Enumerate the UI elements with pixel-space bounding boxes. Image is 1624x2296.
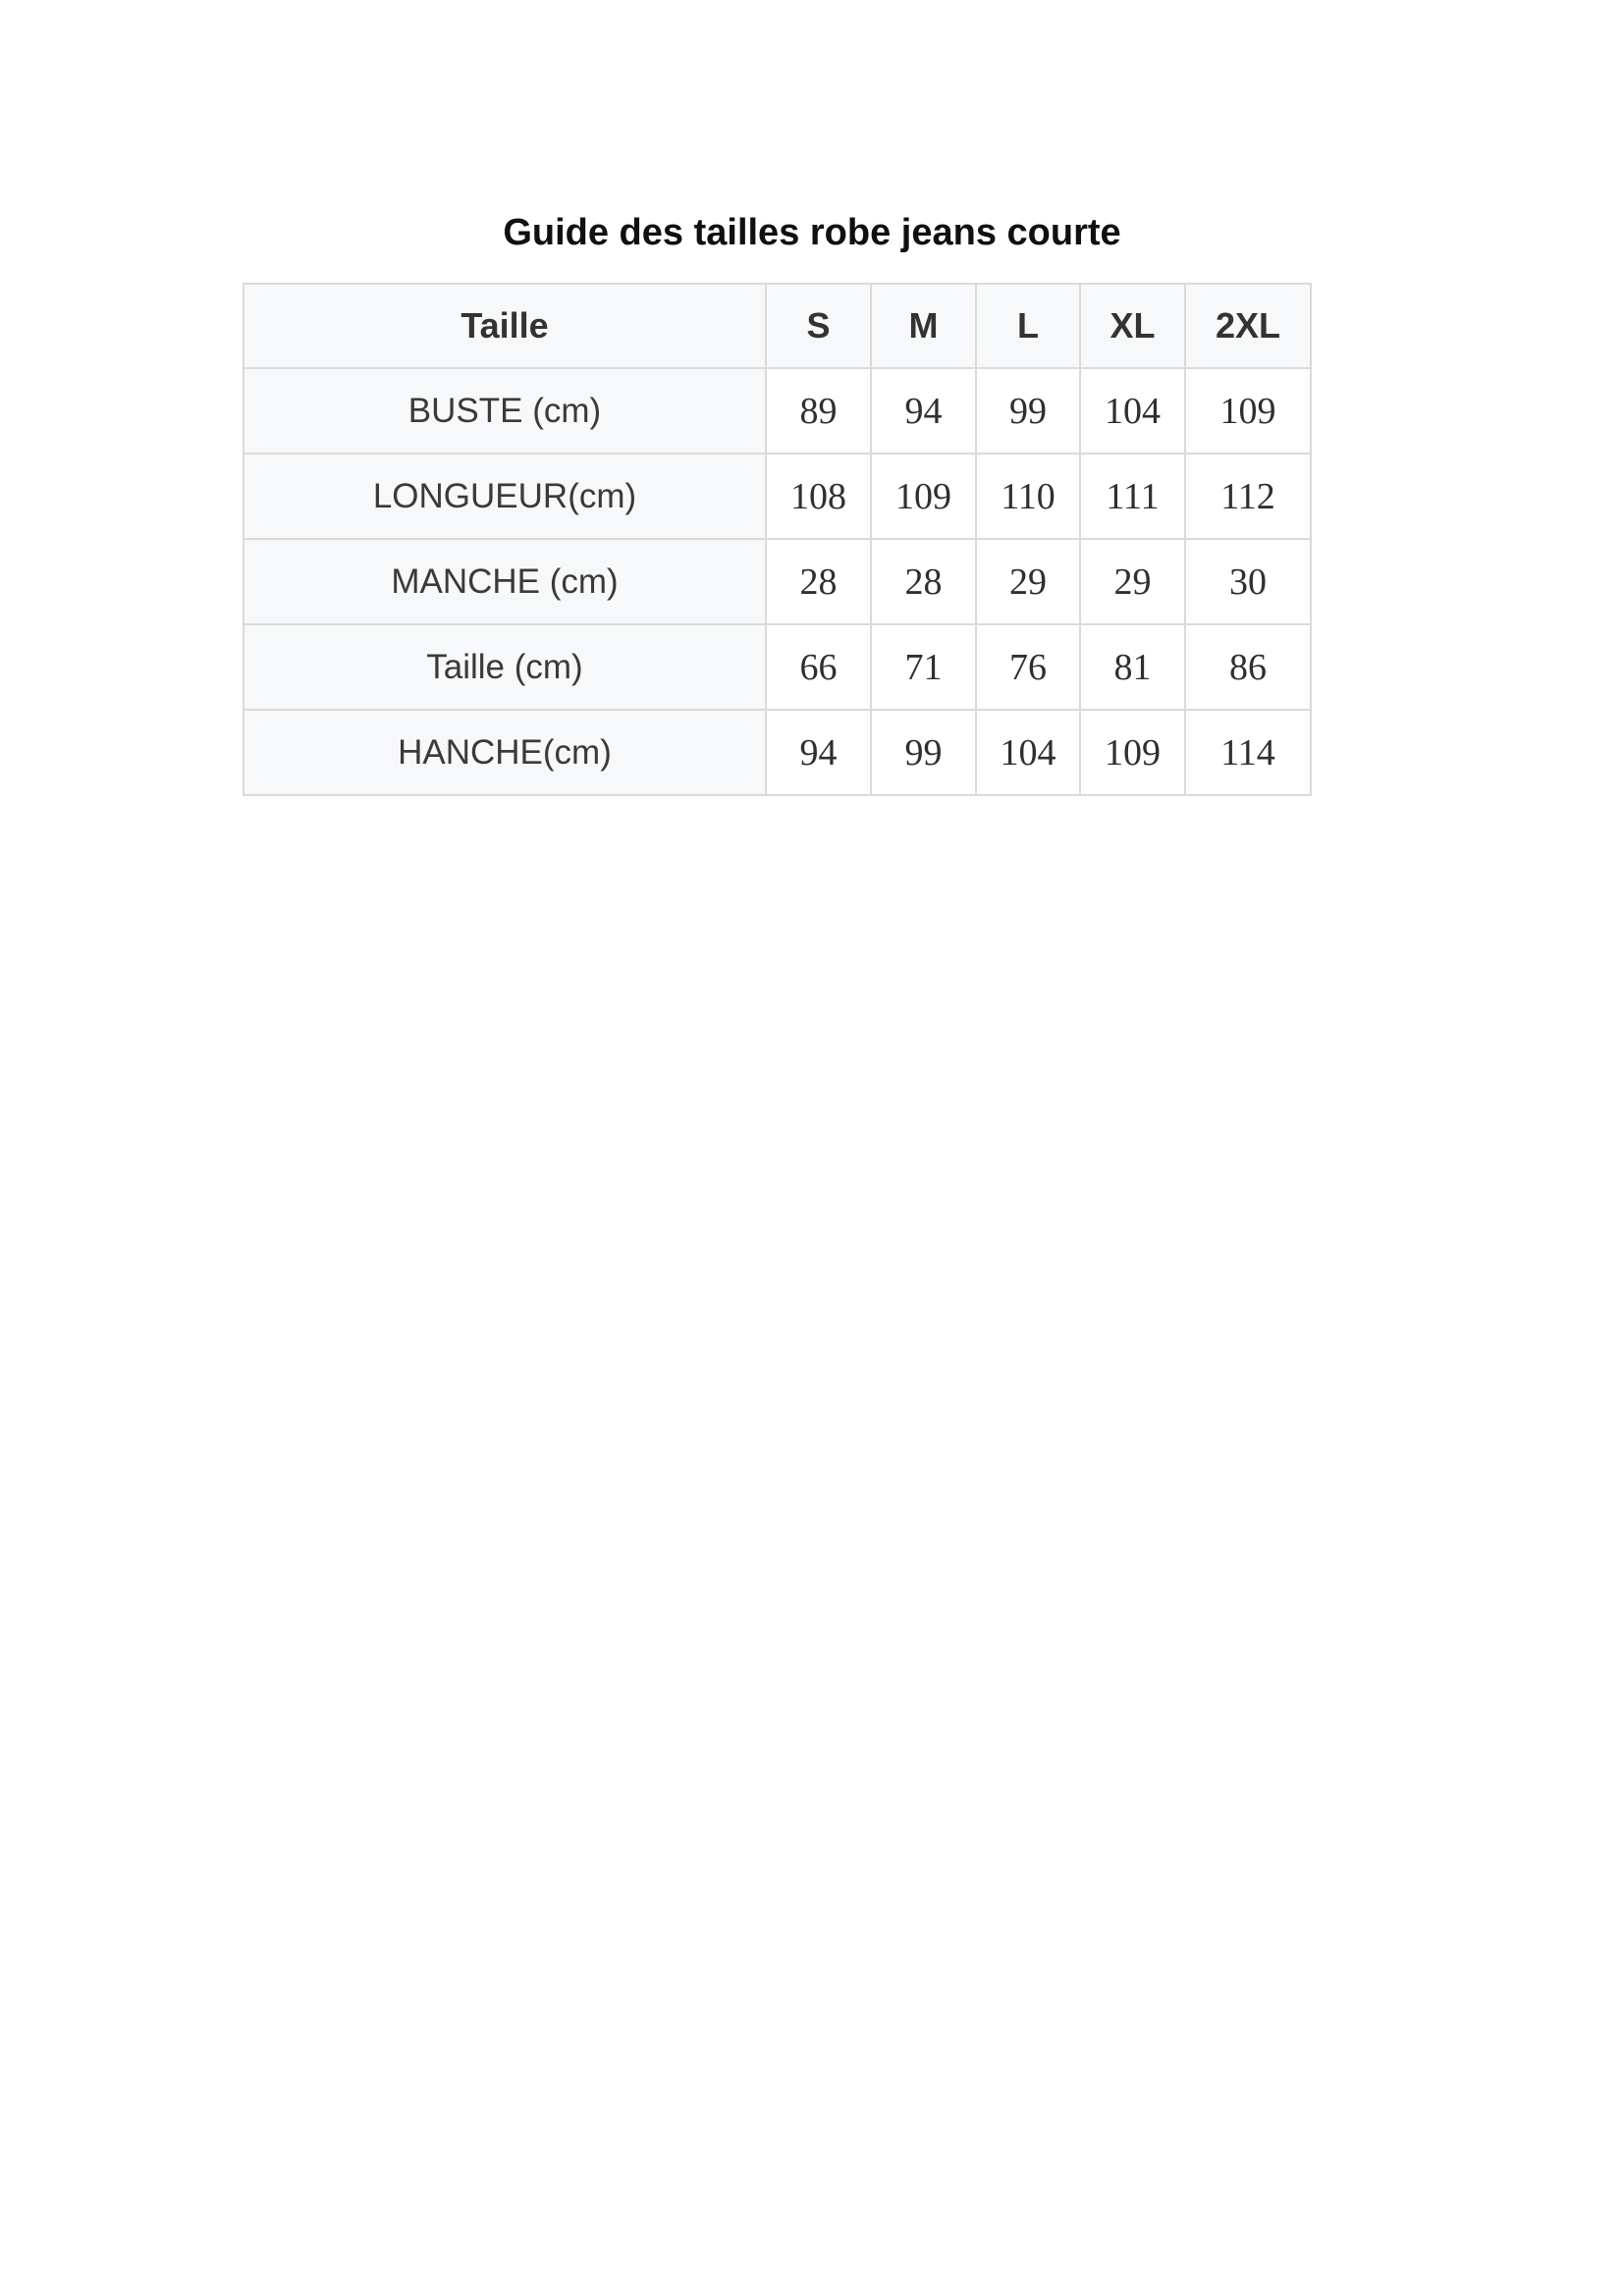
size-value-cell: 112 bbox=[1185, 454, 1311, 539]
size-value-cell: 109 bbox=[1185, 368, 1311, 454]
row-label-taille: Taille (cm) bbox=[244, 624, 766, 710]
column-header-xl: XL bbox=[1080, 284, 1185, 368]
column-header-l: L bbox=[976, 284, 1080, 368]
size-value-cell: 29 bbox=[976, 539, 1080, 624]
size-value-cell: 30 bbox=[1185, 539, 1311, 624]
size-guide-table bbox=[243, 283, 1312, 796]
size-value-cell: 86 bbox=[1185, 624, 1311, 710]
column-header-s: S bbox=[766, 284, 871, 368]
size-value-cell: 94 bbox=[766, 710, 871, 795]
row-label-buste: BUSTE (cm) bbox=[244, 368, 766, 454]
column-header-m: M bbox=[871, 284, 976, 368]
size-value-cell: 104 bbox=[1080, 368, 1185, 454]
row-label-manche: MANCHE (cm) bbox=[244, 539, 766, 624]
size-value-cell: 111 bbox=[1080, 454, 1185, 539]
size-value-cell: 109 bbox=[1080, 710, 1185, 795]
table-row-buste bbox=[244, 368, 1311, 454]
size-value-cell: 76 bbox=[976, 624, 1080, 710]
page-title: Guide des tailles robe jeans courte bbox=[503, 212, 1121, 253]
size-value-cell: 110 bbox=[976, 454, 1080, 539]
size-value-cell: 109 bbox=[871, 454, 976, 539]
size-value-cell: 28 bbox=[766, 539, 871, 624]
table-row-hanche bbox=[244, 710, 1311, 795]
column-header-2xl: 2XL bbox=[1185, 284, 1311, 368]
size-value-cell: 28 bbox=[871, 539, 976, 624]
table-row-taille bbox=[244, 624, 1311, 710]
size-value-cell: 99 bbox=[871, 710, 976, 795]
table-row-manche bbox=[244, 539, 1311, 624]
row-label-longueur: LONGUEUR(cm) bbox=[244, 454, 766, 539]
size-value-cell: 81 bbox=[1080, 624, 1185, 710]
size-value-cell: 29 bbox=[1080, 539, 1185, 624]
size-value-cell: 66 bbox=[766, 624, 871, 710]
table-row-longueur bbox=[244, 454, 1311, 539]
size-value-cell: 99 bbox=[976, 368, 1080, 454]
size-value-cell: 94 bbox=[871, 368, 976, 454]
size-value-cell: 104 bbox=[976, 710, 1080, 795]
size-table-header-row bbox=[244, 284, 1311, 368]
size-value-cell: 114 bbox=[1185, 710, 1311, 795]
column-header-taille: Taille bbox=[244, 284, 766, 368]
size-value-cell: 89 bbox=[766, 368, 871, 454]
size-value-cell: 71 bbox=[871, 624, 976, 710]
size-value-cell: 108 bbox=[766, 454, 871, 539]
row-label-hanche: HANCHE(cm) bbox=[244, 710, 766, 795]
